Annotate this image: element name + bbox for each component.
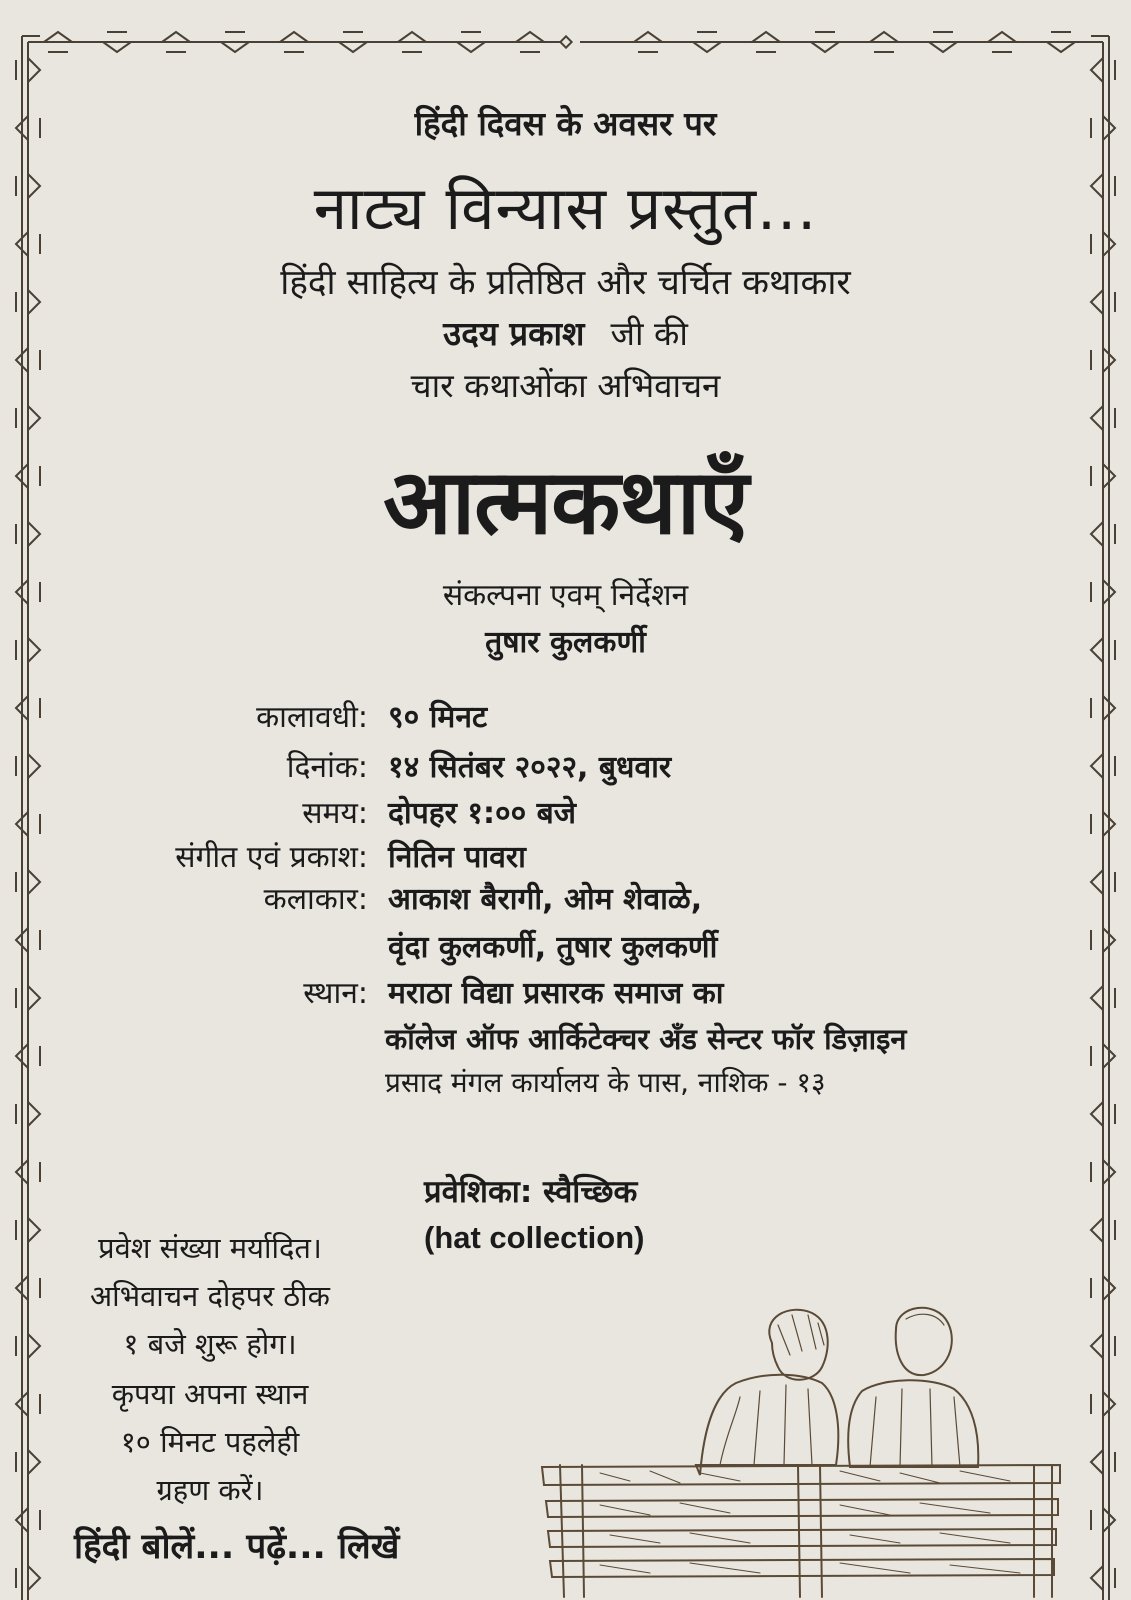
detail-venue-3 [0, 1063, 1131, 1109]
note-line: अभिवाचन दोहपर ठीक [90, 1279, 330, 1313]
time-value: दोपहर १:०० बजे [388, 796, 577, 831]
detail-venue [0, 971, 1131, 1017]
venue-line-1: मराठा विद्या प्रसारक समाज का [388, 976, 724, 1011]
presenter-line: नाट्य विन्यास प्रस्तुत... [313, 174, 818, 244]
time-label: समय: [302, 796, 368, 831]
artists-label: कलाकार: [263, 882, 368, 917]
reading-line: चार कथाओंका अभिवाचन [410, 366, 721, 405]
detail-venue-2 [0, 1019, 1131, 1065]
note-line: १० मिनट पहलेही [120, 1425, 300, 1459]
detail-time [0, 791, 1131, 837]
bench-sketch-illustration [540, 1305, 1085, 1600]
date-label: दिनांक: [286, 750, 368, 785]
intro-line: हिंदी साहित्य के प्रतिष्ठित और चर्चित कथाकार [280, 263, 851, 303]
note-line: प्रवेश संख्या मर्यादित। [98, 1231, 322, 1265]
music-light-label: संगीत एवं प्रकाश: [175, 840, 368, 875]
author-line [0, 310, 1131, 355]
detail-artists [0, 877, 1131, 923]
detail-date [0, 745, 1131, 791]
note-line: १ बजे शुरू होग। [123, 1327, 297, 1361]
detail-artists-cont [0, 925, 1131, 971]
director-name: तुषार कुलकर्णी [485, 625, 646, 660]
occasion-line: हिंदी दिवस के अवसर पर [414, 104, 717, 143]
artists-line-1: आकाश बैरागी, ओम शेवाळे, [388, 882, 703, 917]
seating-note [50, 1370, 370, 1514]
author-name: उदय प्रकाश [443, 314, 585, 353]
play-title: आत्मकथाएँ [383, 450, 748, 555]
detail-duration [0, 695, 1131, 741]
slogan: हिंदी बोलें... पढ़ें... लिखें [74, 1527, 400, 1567]
venue-label: स्थान: [303, 976, 368, 1011]
artists-line-2: वृंदा कुलकर्णी, तुषार कुलकर्णी [388, 930, 718, 965]
entry-limit-note [50, 1224, 370, 1368]
entry-type: प्रवेशिका: स्वैच्छिक [424, 1174, 638, 1210]
note-line: ग्रहण करें। [156, 1473, 264, 1507]
venue-line-2: कॉलेज ऑफ आर्किटेक्चर अँड सेन्टर फॉर डिज़ाइन [385, 1022, 907, 1056]
venue-line-3: प्रसाद मंगल कार्यालय के पास, नाशिक - १३ [385, 1066, 826, 1099]
duration-value: ९० मिनट [388, 700, 488, 735]
date-value: १४ सितंबर २०२२, बुधवार [388, 750, 672, 785]
detail-music-light [0, 835, 1131, 881]
direction-label: संकल्पना एवम् निर्देशन [442, 578, 689, 613]
note-line: कृपया अपना स्थान [111, 1377, 309, 1411]
author-suffix: जी की [610, 314, 688, 353]
entry-note: (hat collection) [424, 1220, 645, 1255]
duration-label: कालावधी: [256, 700, 368, 735]
music-light-value: नितिन पावरा [388, 840, 526, 875]
